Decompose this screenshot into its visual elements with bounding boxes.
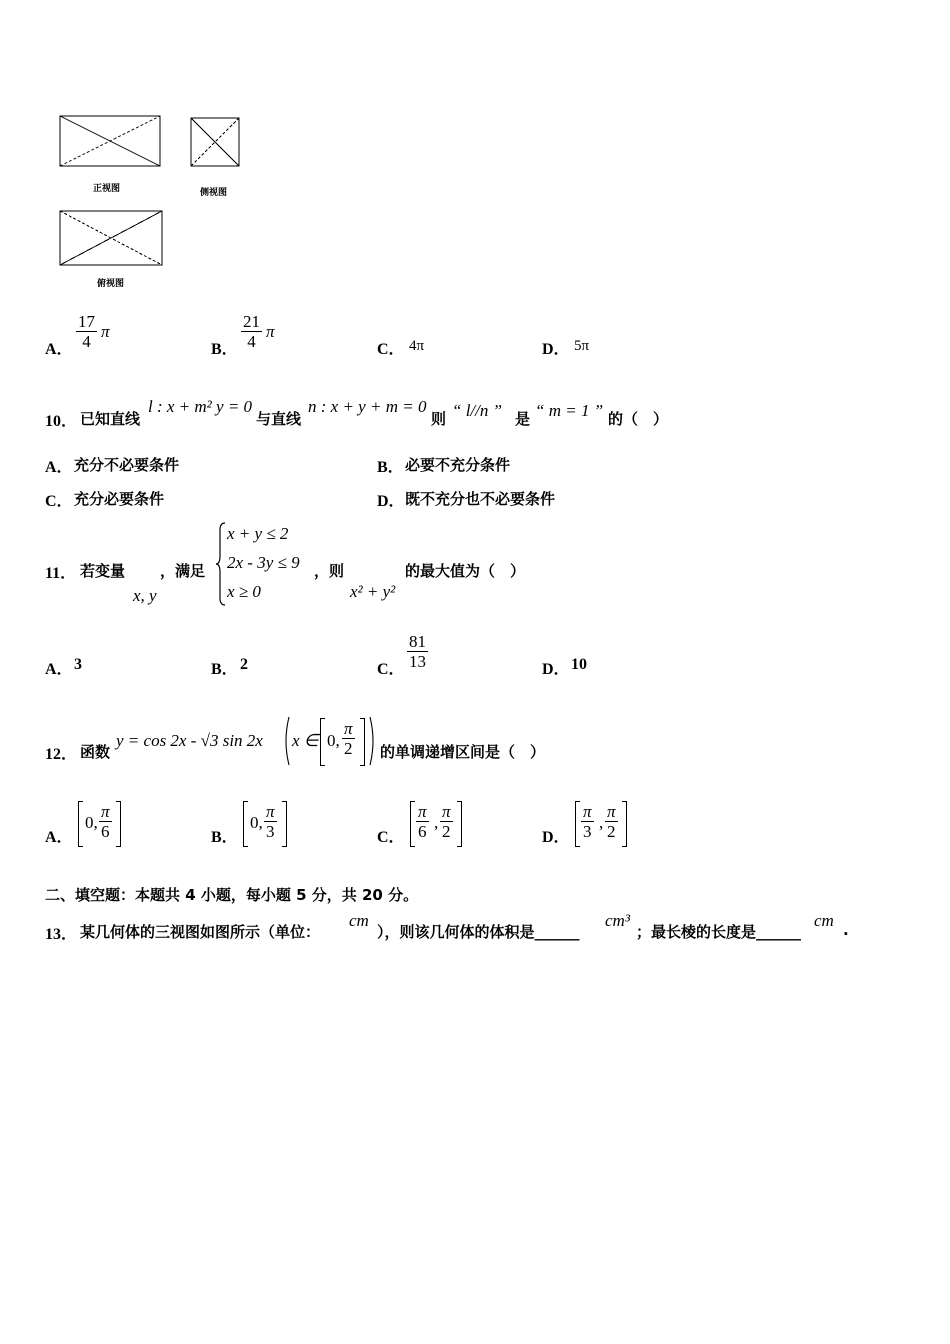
q11-system-brace [215, 522, 227, 606]
q13-text-c: ；最长棱的长度是______ [636, 923, 802, 941]
q10-text-e: 的（ ） [608, 410, 669, 428]
q12-option-c-open-bracket [410, 801, 415, 847]
q12-option-b-lo: 0, [250, 813, 263, 832]
side-view-caption: 侧视图 [200, 188, 228, 198]
q12-option-d-fraction-b: π 2 [607, 802, 616, 841]
q12-option-d-open-bracket [575, 801, 580, 847]
q12-option-d-comma: , [599, 813, 604, 832]
q10-line-l: l : x + m² y = 0 [148, 397, 253, 416]
q10-option-c-text: 充分必要条件 [74, 490, 165, 508]
q10-text-b: 与直线 [256, 410, 302, 428]
q10-option-c-label: C． [45, 493, 73, 510]
q9-option-c-label: C． [377, 341, 405, 358]
q11-constraint-2: 2x - 3y ≤ 9 [227, 553, 300, 572]
q11-option-d-label: D． [542, 661, 570, 678]
q12-domain-fraction: π 2 [344, 719, 353, 758]
q13-text-b: ），则该几何体的体积是______ [377, 923, 580, 941]
q12-domain-open-bracket [320, 718, 325, 766]
q12-text-b: 的单调递增区间是（ ） [380, 743, 546, 761]
q12-option-a-close-bracket [116, 801, 121, 847]
q9-option-a-label: A． [45, 341, 73, 358]
q11-option-c-label: C． [377, 661, 405, 678]
q10-quote-2: “ m = 1 ” [535, 401, 604, 420]
q10-text-a: 已知直线 [80, 410, 141, 428]
q12-left-paren [281, 716, 291, 766]
q12-option-b-open-bracket [243, 801, 248, 847]
q12-option-d-label: D． [542, 829, 570, 846]
front-view-drawing [60, 116, 160, 166]
q10-quote-1: “ l//n ” [452, 401, 503, 420]
q11-text-a: 若变量 [80, 562, 126, 580]
q13-text-a: 某几何体的三视图如图所示（单位： [80, 923, 321, 941]
q12-option-c-close-bracket [457, 801, 462, 847]
q10-text-c: 则 [431, 410, 447, 428]
side-view-drawing [191, 118, 239, 166]
q12-option-c-comma: , [434, 813, 439, 832]
q12-domain-var: x ∈ [292, 731, 319, 750]
q12-option-b-fraction: π 3 [266, 802, 275, 841]
q12-right-paren [368, 716, 378, 766]
q9-option-c-value: 4π [409, 338, 425, 354]
q9-option-a-pi: π [101, 322, 110, 341]
q10-option-b-label: B． [377, 459, 404, 476]
q13-number: 13． [45, 926, 78, 943]
q11-option-a-value: 3 [74, 656, 82, 673]
q12-text-a: 函数 [80, 743, 111, 761]
q12-function: y = cos 2x - √3 sin 2x [116, 731, 263, 750]
q11-text-c: ，则 [314, 562, 345, 580]
q11-constraint-1: x + y ≤ 2 [227, 524, 289, 543]
q10-line-n: n : x + y + m = 0 [308, 397, 427, 416]
q12-option-c-fraction-a: π 6 [418, 802, 427, 841]
q11-text-b: ，满足 [160, 562, 206, 580]
q11-option-d-value: 10 [571, 656, 587, 673]
q10-text-d: 是 [515, 410, 531, 428]
q12-option-b-label: B． [211, 829, 238, 846]
top-view-drawing [60, 211, 162, 265]
q11-option-b-value: 2 [240, 656, 248, 673]
q11-vars: x, y [133, 586, 157, 605]
q9-option-b-fraction: 21 4 [243, 312, 260, 351]
q9-option-d-label: D． [542, 341, 570, 358]
q10-option-a-label: A． [45, 459, 73, 476]
q13-unit-cubed: cm³ [605, 911, 630, 930]
q11-option-a-label: A． [45, 661, 73, 678]
q11-number: 11． [45, 565, 77, 582]
q12-domain-close-bracket [360, 718, 365, 766]
q12-option-c-label: C． [377, 829, 405, 846]
q12-option-c-fraction-b: π 2 [442, 802, 451, 841]
q10-option-d-text: 既不充分也不必要条件 [405, 490, 556, 508]
q11-option-c-fraction: 81 13 [409, 632, 426, 671]
q10-option-d-label: D． [377, 493, 405, 510]
q12-option-a-fraction: π 6 [101, 802, 110, 841]
q10-option-b-text: 必要不充分条件 [405, 456, 511, 474]
q9-option-a-fraction: 17 4 [78, 312, 95, 351]
three-view-figure [0, 0, 950, 300]
q9-option-b-pi: π [266, 322, 275, 341]
q10-number: 10． [45, 413, 78, 430]
section-2-heading: 二、填空题：本题共 4 小题，每小题 5 分，共 20 分。 [45, 886, 419, 904]
q12-number: 12． [45, 746, 78, 763]
front-view-caption: 正视图 [93, 184, 121, 194]
q9-option-d-value: 5π [574, 338, 590, 354]
q12-option-b-close-bracket [282, 801, 287, 847]
q12-option-a-label: A． [45, 829, 73, 846]
top-view-caption: 俯视图 [97, 279, 125, 289]
q13-unit-end: cm [814, 911, 834, 930]
q11-constraint-3: x ≥ 0 [227, 582, 261, 601]
q12-option-a-open-bracket [78, 801, 83, 847]
q13-period: . [843, 921, 849, 939]
q12-domain-lo: 0, [327, 731, 340, 750]
q11-option-b-label: B． [211, 661, 238, 678]
q11-objective: x² + y² [350, 582, 396, 601]
q12-option-d-fraction-a: π 3 [583, 802, 592, 841]
q11-text-d: 的最大值为（ ） [405, 562, 526, 580]
q10-option-a-text: 充分不必要条件 [74, 456, 180, 474]
q12-option-d-close-bracket [622, 801, 627, 847]
q12-option-a-lo: 0, [85, 813, 98, 832]
q13-unit: cm [349, 911, 369, 930]
q9-option-b-label: B． [211, 341, 238, 358]
